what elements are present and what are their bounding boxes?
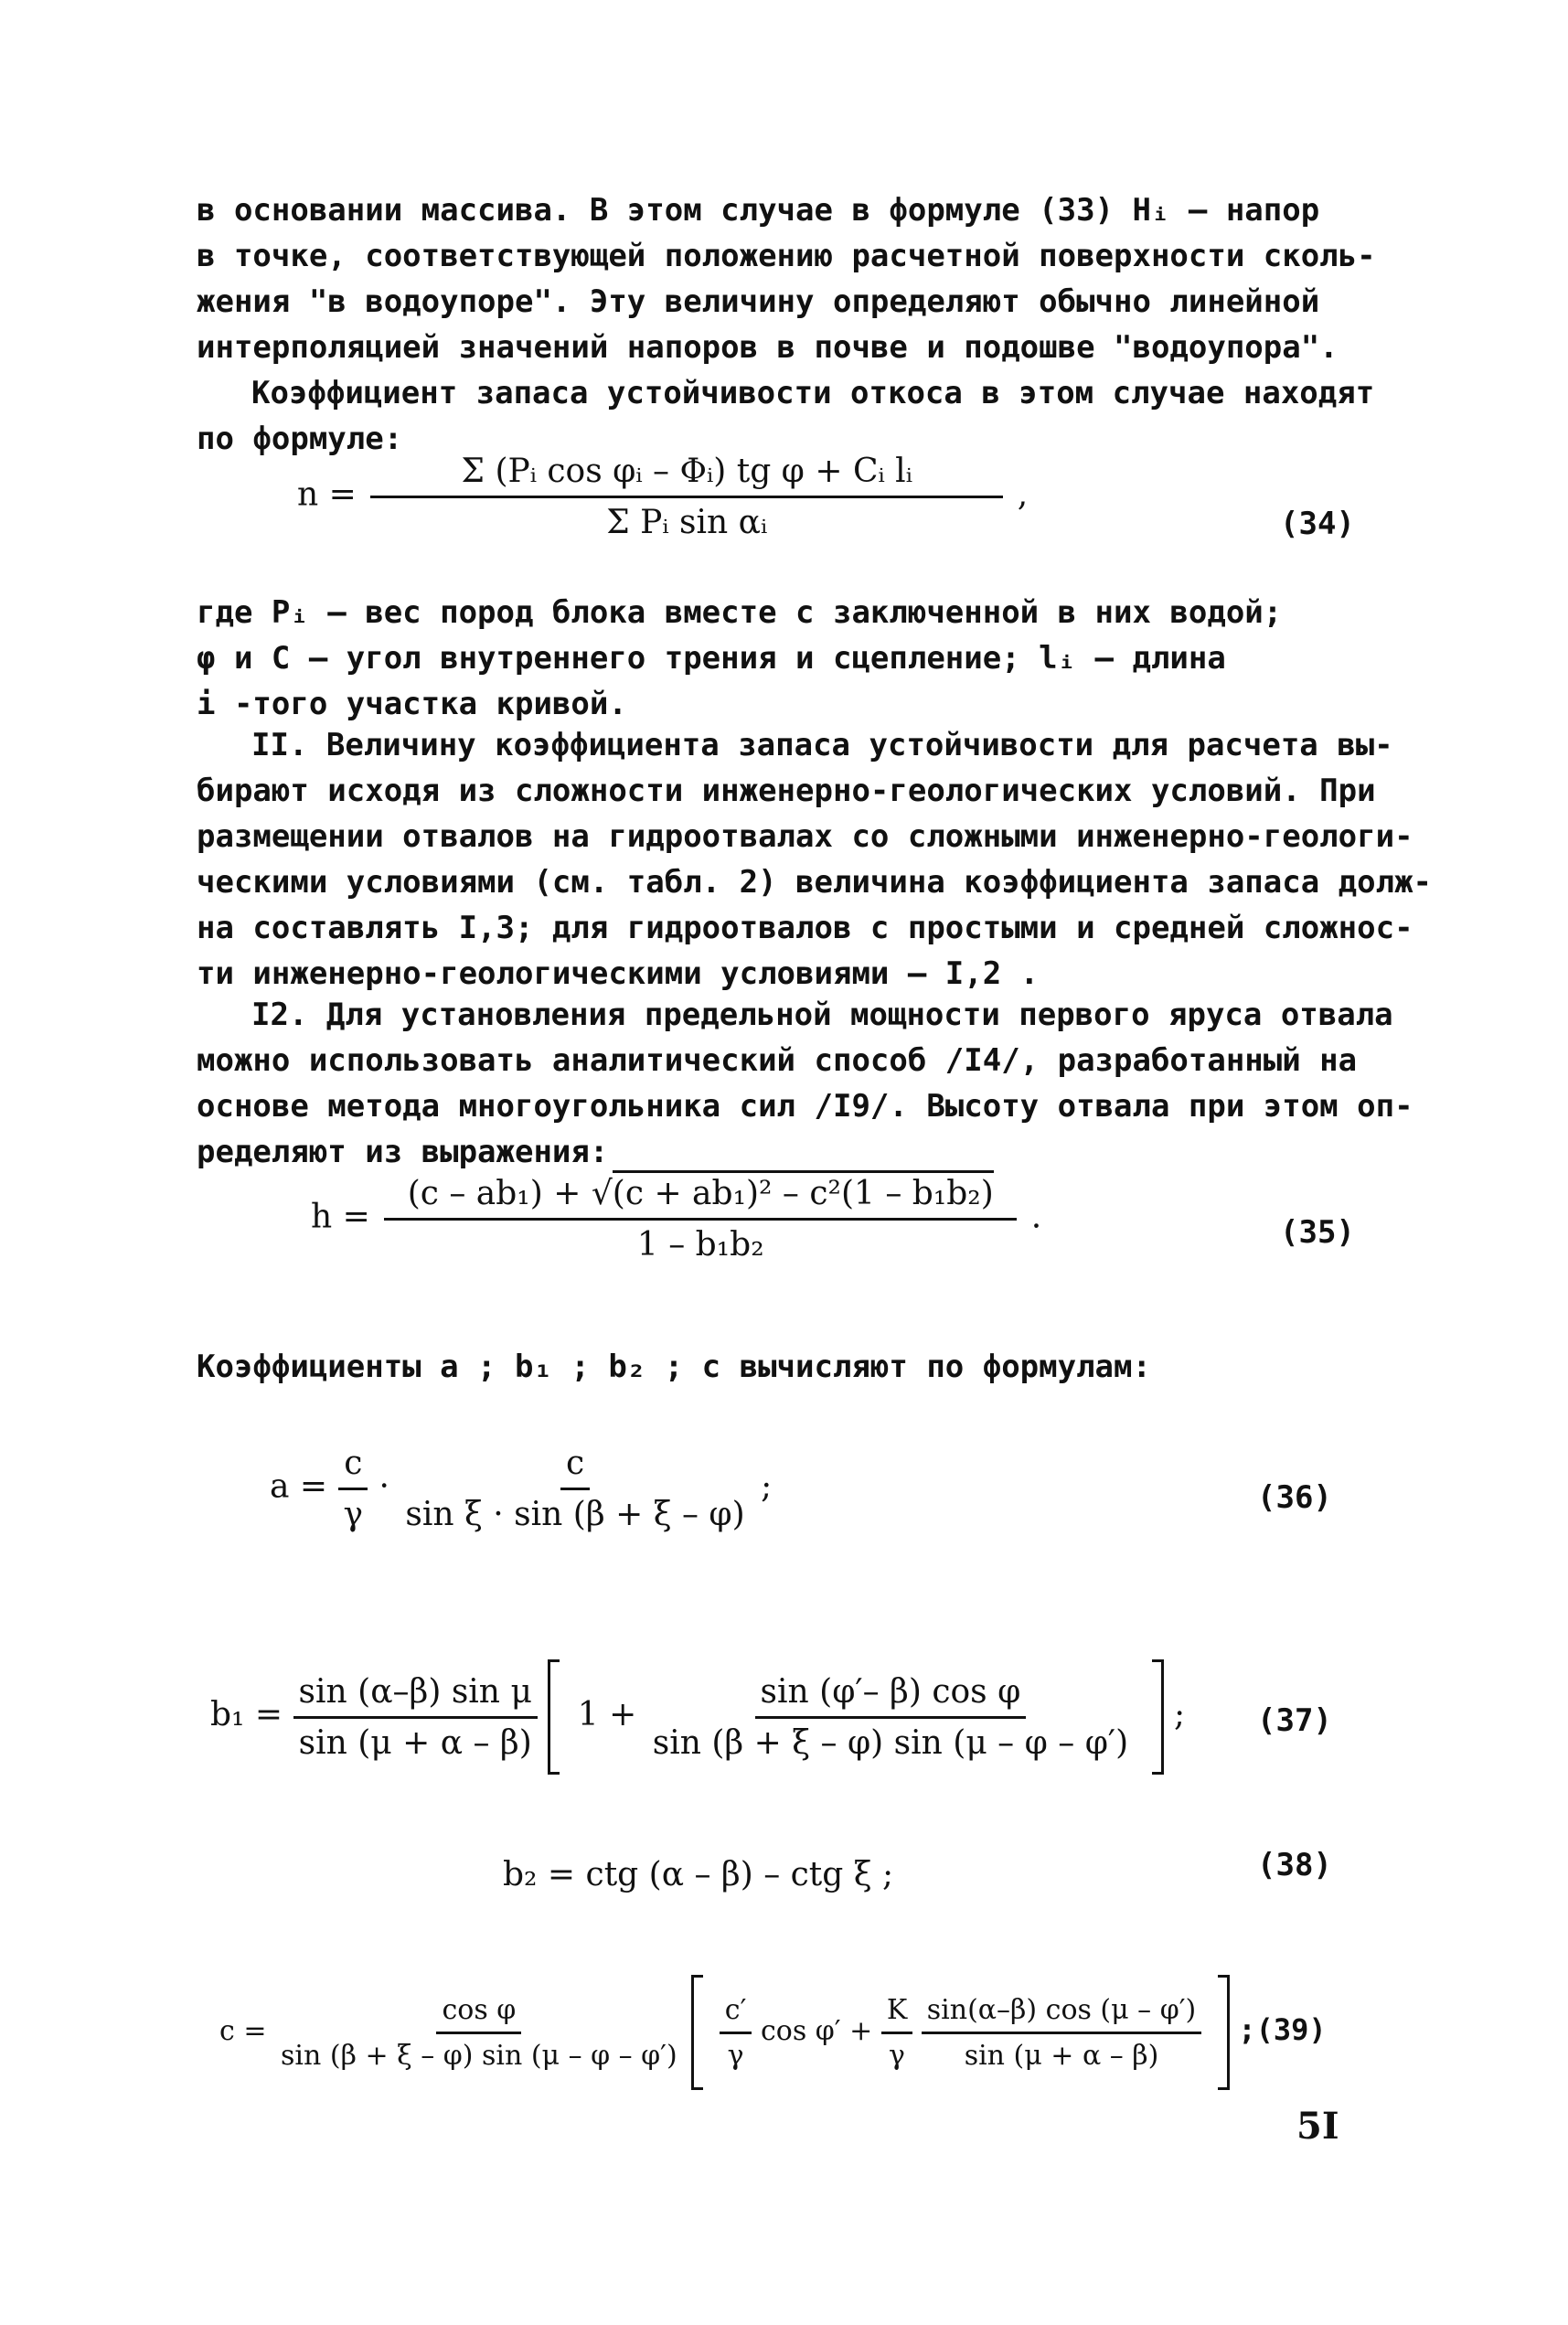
fraction-numerator: K: [881, 1994, 912, 2034]
eq-tail: ,: [1017, 475, 1029, 514]
text-line: в основании массива. В этом случае в формуле (33) Hᵢ – напор: [197, 192, 1320, 229]
fraction-denominator: γ: [343, 1496, 364, 1533]
text-line: где Pᵢ – вес пород блока вместе с заключенной в них водой;: [197, 594, 1283, 631]
equation-number: (35): [1280, 1214, 1355, 1251]
fraction: [275, 1994, 683, 2072]
eq-lhs: a =: [270, 1467, 328, 1506]
eq-tail: ;: [761, 1467, 773, 1506]
fraction: [881, 1994, 912, 2072]
text-line: основе метода многоугольника сил /I9/. Высоту отвала при этом оп-: [197, 1088, 1413, 1125]
mid-term: cos φ′ +: [760, 2015, 873, 2047]
equation-number: (36): [1257, 1479, 1332, 1516]
fraction-numerator: c: [338, 1445, 368, 1490]
fraction: [380, 1175, 1020, 1264]
fraction-denominator: 1 – b₁b₂: [636, 1226, 764, 1264]
fraction-denominator: sin (β + ξ – φ) sin (μ – φ – φ′): [281, 2039, 677, 2072]
paragraph-where: [197, 590, 1403, 727]
equation-number: (34): [1280, 506, 1355, 542]
left-bracket: [691, 1975, 703, 2090]
text-line: Коэффициент запаса устойчивости откоса в этом случае находят: [251, 375, 1375, 411]
page-number: 5I: [1296, 2105, 1339, 2148]
fraction-numerator: sin (α–β) sin μ: [293, 1673, 538, 1719]
text-line: ческими условиями (см. табл. 2) величина коэффициента запаса долж-: [197, 864, 1433, 901]
text-line: φ и C – угол внутреннего трения и сцепление; lᵢ – длина: [197, 640, 1226, 677]
fraction-denominator: sin ξ · sin (β + ξ – φ): [405, 1496, 745, 1533]
sqrt-sign: √: [591, 1175, 613, 1212]
equation-number: (38): [1257, 1847, 1332, 1883]
fraction-denominator: γ: [727, 2039, 744, 2072]
text-line: i -того участка кривой.: [197, 686, 627, 722]
text-line: ределяют из выражения:: [197, 1134, 609, 1170]
paragraph-stability: [197, 370, 1403, 462]
text-line: II. Величину коэффициента запаса устойчивости для расчета вы-: [251, 727, 1393, 763]
text-line: на составлять I,3; для гидроотвалов с простыми и средней сложнос-: [197, 910, 1413, 946]
text-line: бирают исходя из сложности инженерно-геологических условий. При: [197, 773, 1376, 809]
fraction-numerator: c: [560, 1445, 590, 1490]
paragraph-12: [197, 992, 1413, 1175]
equation-39: [219, 1975, 1327, 2090]
right-bracket: [1152, 1659, 1164, 1775]
radicand: (c + ab₁)² – c²(1 – b₁b₂): [613, 1170, 994, 1212]
fraction: [293, 1673, 538, 1762]
text-line: можно использовать аналитический способ /I4/, разработанный на: [197, 1042, 1358, 1079]
text-line: I2. Для установления предельной мощности первого яруса отвала: [251, 997, 1393, 1033]
equation-36: [270, 1445, 772, 1533]
fraction-denominator: Σ Pᵢ sin αᵢ: [606, 504, 768, 541]
text-line: интерполяцией значений напоров в почве и подошве "водоупора".: [197, 329, 1339, 366]
eq-lhs: h =: [311, 1198, 370, 1236]
eq-tail: ;: [1174, 1696, 1186, 1733]
fraction-numerator: sin (φ′– β) cos φ: [755, 1673, 1027, 1719]
text-line: размещении отвалов на гидроотвалах со сложными инженерно-геологи-: [197, 818, 1413, 855]
text-line: ти инженерно-геологическими условиями – I,2 .: [197, 955, 1040, 992]
equation-number: ;(39): [1238, 2012, 1327, 2047]
fraction-denominator: sin (β + ξ – φ) sin (μ – φ – φ′): [652, 1723, 1129, 1762]
text-line: по формуле:: [197, 421, 403, 457]
fraction: [647, 1673, 1134, 1762]
fraction-denominator: γ: [889, 2039, 905, 2072]
fraction-denominator: sin (μ + α – β): [298, 1723, 532, 1762]
fraction-numerator: cos φ: [436, 1994, 521, 2034]
equation-34: [297, 453, 1028, 541]
fraction: [367, 453, 1007, 541]
fraction-denominator: sin (μ + α – β): [964, 2039, 1159, 2072]
eq-lhs: c =: [219, 2015, 267, 2047]
fraction-numerator: sin(α–β) cos (μ – φ′): [922, 1994, 1201, 2034]
fraction-numerator: Σ (Pᵢ cos φᵢ – Φᵢ) tg φ + Cᵢ lᵢ: [370, 453, 1003, 498]
left-bracket: [548, 1659, 560, 1775]
equation-number: (37): [1257, 1702, 1332, 1739]
eq-lhs: n =: [297, 475, 357, 514]
text-line: в точке, соответствующей положению расчетной поверхности сколь-: [197, 238, 1376, 274]
eq-lhs: b₁ =: [210, 1696, 283, 1733]
right-bracket: [1218, 1975, 1230, 2090]
fraction: [720, 1994, 752, 2072]
equation-38: b₂ = ctg (α – β) – ctg ξ ;: [503, 1856, 894, 1893]
paragraph-coefficients: [197, 1344, 1403, 1390]
dot-operator: ·: [379, 1467, 389, 1506]
fraction: [338, 1445, 369, 1533]
equation-37: [210, 1659, 1185, 1775]
fraction-numerator: [384, 1175, 1017, 1221]
numerator-part: (c – ab₁) +: [407, 1175, 592, 1212]
fraction: [400, 1445, 750, 1533]
paragraph-11: [197, 722, 1433, 997]
fraction: [922, 1994, 1201, 2072]
paragraph-intro: [197, 187, 1403, 370]
one-plus: 1 +: [577, 1696, 637, 1733]
text-line: Коэффициенты a ; b₁ ; b₂ ; c вычисляют по формулам:: [197, 1349, 1151, 1385]
equation-35: [311, 1175, 1041, 1264]
text-line: жения "в водоупоре". Эту величину определяют обычно линейной: [197, 283, 1320, 320]
eq-tail: .: [1030, 1198, 1042, 1236]
fraction-numerator: c′: [720, 1994, 752, 2034]
